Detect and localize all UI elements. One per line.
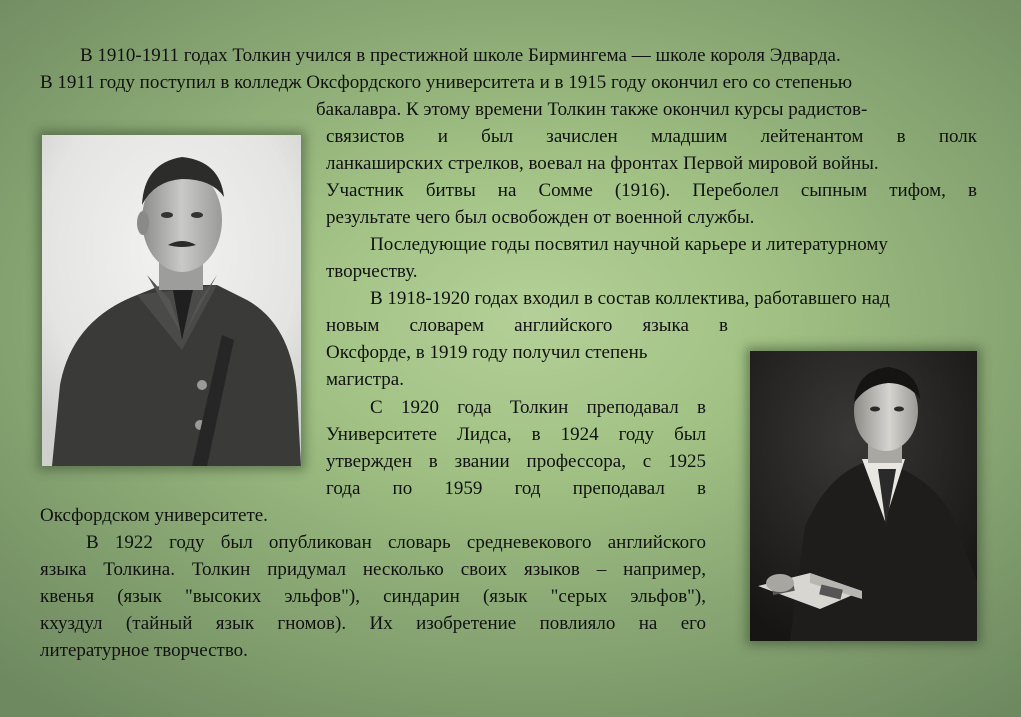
text-line: В 1922 году был опубликован словарь средневекового английского [86,532,706,553]
text-line: языка Толкина. Толкин придумал несколько своих языков – например, [40,559,706,580]
text-line: Университете Лидса, в 1924 году был [326,424,706,445]
text-line: Последующие годы посвятил научной карьере и литературному [370,234,888,255]
text-line: С 1920 года Толкин преподавал в [370,397,706,418]
text-line: результате чего был освобожден от военной службы. [326,207,755,228]
text-line: В 1910-1911 годах Толкин учился в престижной школе Бирмингема — школе короля Эдварда. [80,45,841,66]
text-line: бакалавра. К этому времени Толкин также окончил курсы радистов- [316,99,868,120]
text-line: года по 1959 год преподавал в [326,478,706,499]
portrait-uniform-photo [42,135,301,466]
text-line: кхуздул (тайный язык гномов). Их изобретение повлияло на его [40,613,706,634]
text-line: ланкаширских стрелков, воевал на фронтах Первой мировой войны. [326,153,879,174]
portrait-book-photo [750,351,977,641]
text-line: В 1918-1920 годах входил в состав коллектива, работавшего над [370,288,890,309]
text-line: магистра. [326,369,404,390]
text-line: связистов и был зачислен младшим лейтенантом в полк [326,126,977,147]
text-line: литературное творчество. [40,640,248,661]
text-line: утвержден в звании профессора, с 1925 [326,451,706,472]
text-line: Участник битвы на Сомме (1916). Переболел сыпным тифом, в [326,180,977,201]
text-line: Оксфордском университете. [40,505,268,526]
text-line: Оксфорде, в 1919 году получил степень [326,342,648,363]
text-line: новым словарем английского языка в [326,315,728,336]
text-line: творчеству. [326,261,418,282]
text-line: квенья (язык "высоких эльфов"), синдарин (язык "серых эльфов"), [40,586,706,607]
text-line: В 1911 году поступил в колледж Оксфордского университета и в 1915 году окончил его со степенью [40,72,853,93]
